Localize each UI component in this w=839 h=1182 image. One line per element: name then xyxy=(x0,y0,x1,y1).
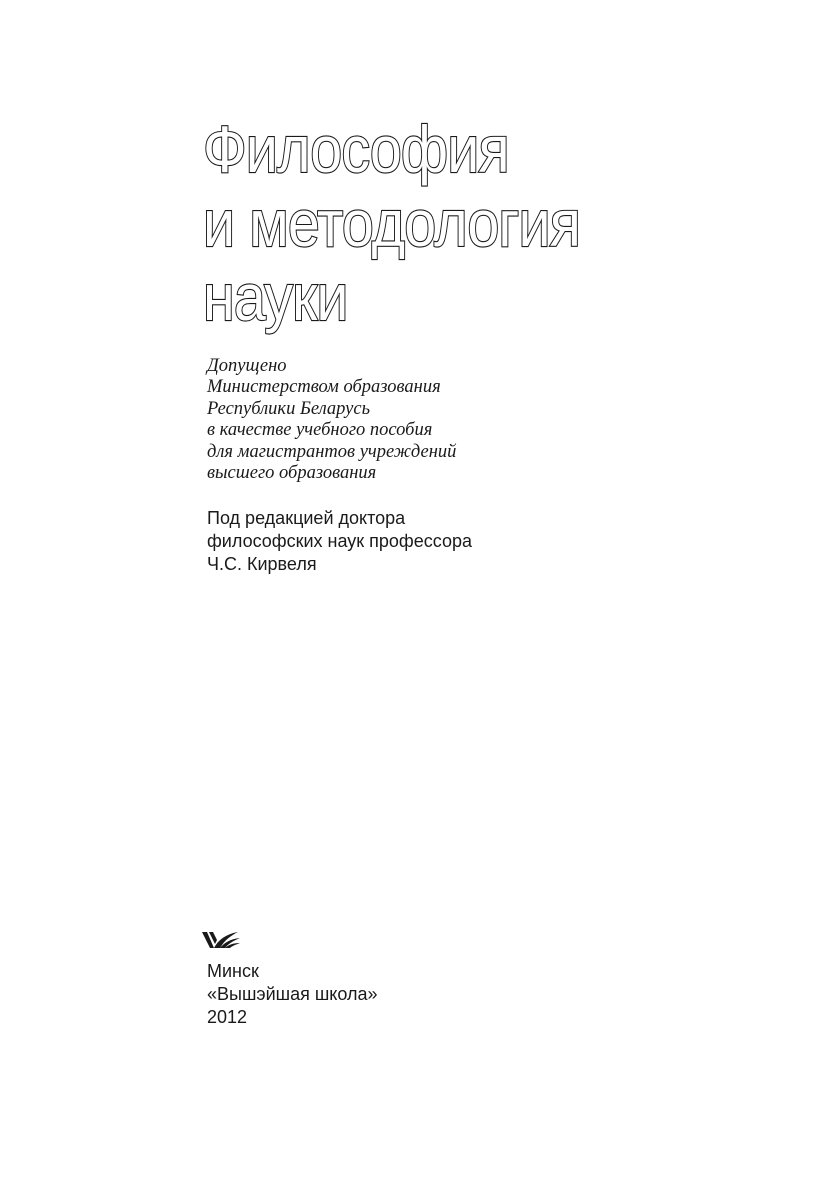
publisher-logo-icon xyxy=(200,926,242,954)
approval-note xyxy=(207,356,627,484)
book-title xyxy=(203,112,823,334)
approval-line: в качестве учебного пособия xyxy=(207,420,433,441)
editor-line: Ч.С. Кирвеля xyxy=(207,554,317,574)
book-title-line: Философия xyxy=(203,112,509,186)
approval-line: Допущено xyxy=(207,356,287,376)
publisher-name: «Вышэйшая школа» xyxy=(207,984,378,1004)
approval-line: для магистрантов учреждений xyxy=(207,441,457,462)
publisher-imprint xyxy=(207,960,527,1029)
approval-line: Министерством образования xyxy=(207,377,441,398)
publisher-city: Минск xyxy=(207,961,259,981)
approval-line: Республики Беларусь xyxy=(207,398,371,419)
editor-line: Под редакцией доктора xyxy=(207,508,406,528)
publication-year: 2012 xyxy=(207,1007,248,1027)
approval-line: высшего образования xyxy=(207,463,377,484)
book-title-line: науки xyxy=(203,260,348,334)
editor-line: философских наук профессора xyxy=(207,531,472,551)
book-title-line: и методология xyxy=(203,186,580,260)
editor-credit xyxy=(207,507,627,576)
